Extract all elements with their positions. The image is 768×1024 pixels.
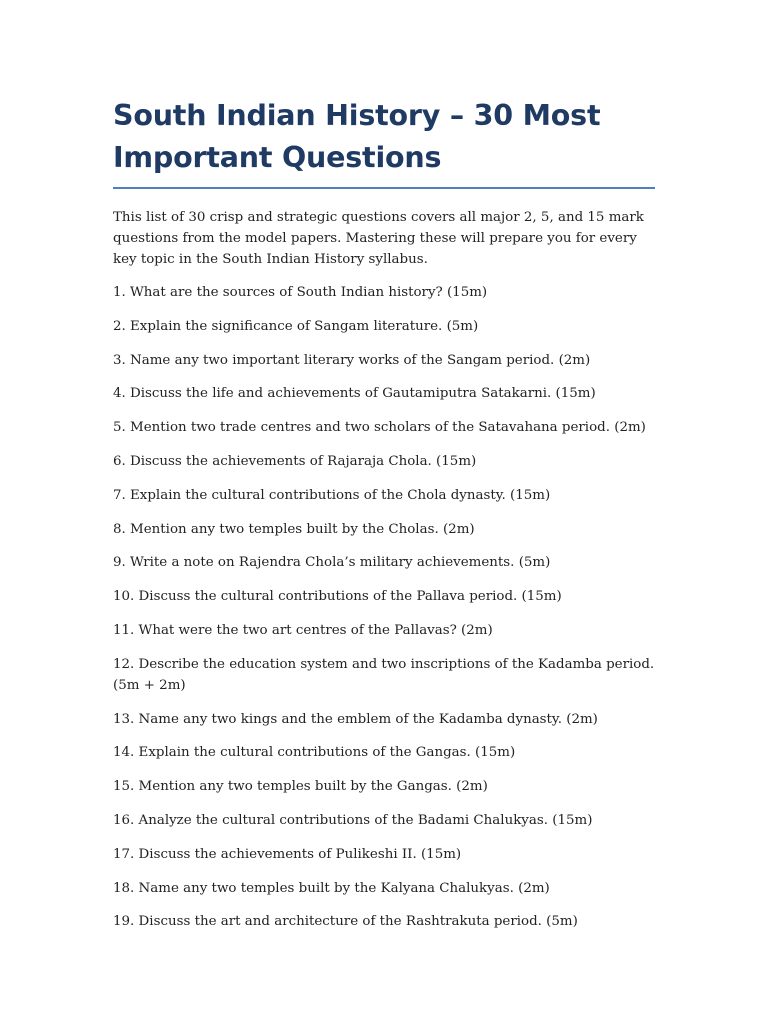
- question-item: 2. Explain the significance of Sangam literature. (5m): [113, 318, 479, 334]
- document-title: South Indian History – 30 Most Important Questions: [113, 99, 601, 174]
- question-item: 12. Describe the education system and two inscriptions of the Kadamba period. (5m + 2m): [113, 656, 655, 693]
- question-item: 18. Name any two temples built by the Kalyana Chalukyas. (2m): [113, 880, 550, 896]
- question-item: 10. Discuss the cultural contributions of the Pallava period. (15m): [113, 589, 562, 605]
- question-item: 8. Mention any two temples built by the Cholas. (2m): [113, 521, 475, 537]
- question-item: 7. Explain the cultural contributions of the Chola dynasty. (15m): [113, 487, 551, 503]
- question-item: 19. Discuss the art and architecture of the Rashtrakuta period. (5m): [113, 914, 578, 930]
- question-item: 1. What are the sources of South Indian history? (15m): [113, 285, 488, 300]
- question-item: 16. Analyze the cultural contributions of the Badami Chalukyas. (15m): [113, 812, 593, 828]
- question-item: 15. Mention any two temples built by the Gangas. (2m): [113, 779, 488, 795]
- intro-paragraph: This list of 30 crisp and strategic questions covers all major 2, 5, and 15 mark questions from the model papers. Mastering these will prepare you for every key topic in the South Indian History syllabus.: [113, 210, 644, 267]
- question-item: 5. Mention two trade centres and two scholars of the Satavahana period. (2m): [113, 420, 646, 436]
- question-item: 17. Discuss the achievements of Pulikeshi II. (15m): [113, 846, 462, 862]
- question-item: 11. What were the two art centres of the Pallavas? (2m): [113, 622, 493, 638]
- question-item: 9. Write a note on Rajendra Chola’s military achievements. (5m): [113, 555, 551, 571]
- title-underline: [113, 187, 655, 189]
- question-item: 6. Discuss the achievements of Rajaraja Chola. (15m): [113, 453, 477, 469]
- question-item: 3. Name any two important literary works of the Sangam period. (2m): [113, 352, 591, 368]
- document-page: [113, 95, 655, 945]
- question-item: 4. Discuss the life and achievements of Gautamiputra Satakarni. (15m): [113, 386, 596, 402]
- question-item: 13. Name any two kings and the emblem of the Kadamba dynasty. (2m): [113, 711, 598, 727]
- question-item: 14. Explain the cultural contributions of the Gangas. (15m): [113, 745, 516, 761]
